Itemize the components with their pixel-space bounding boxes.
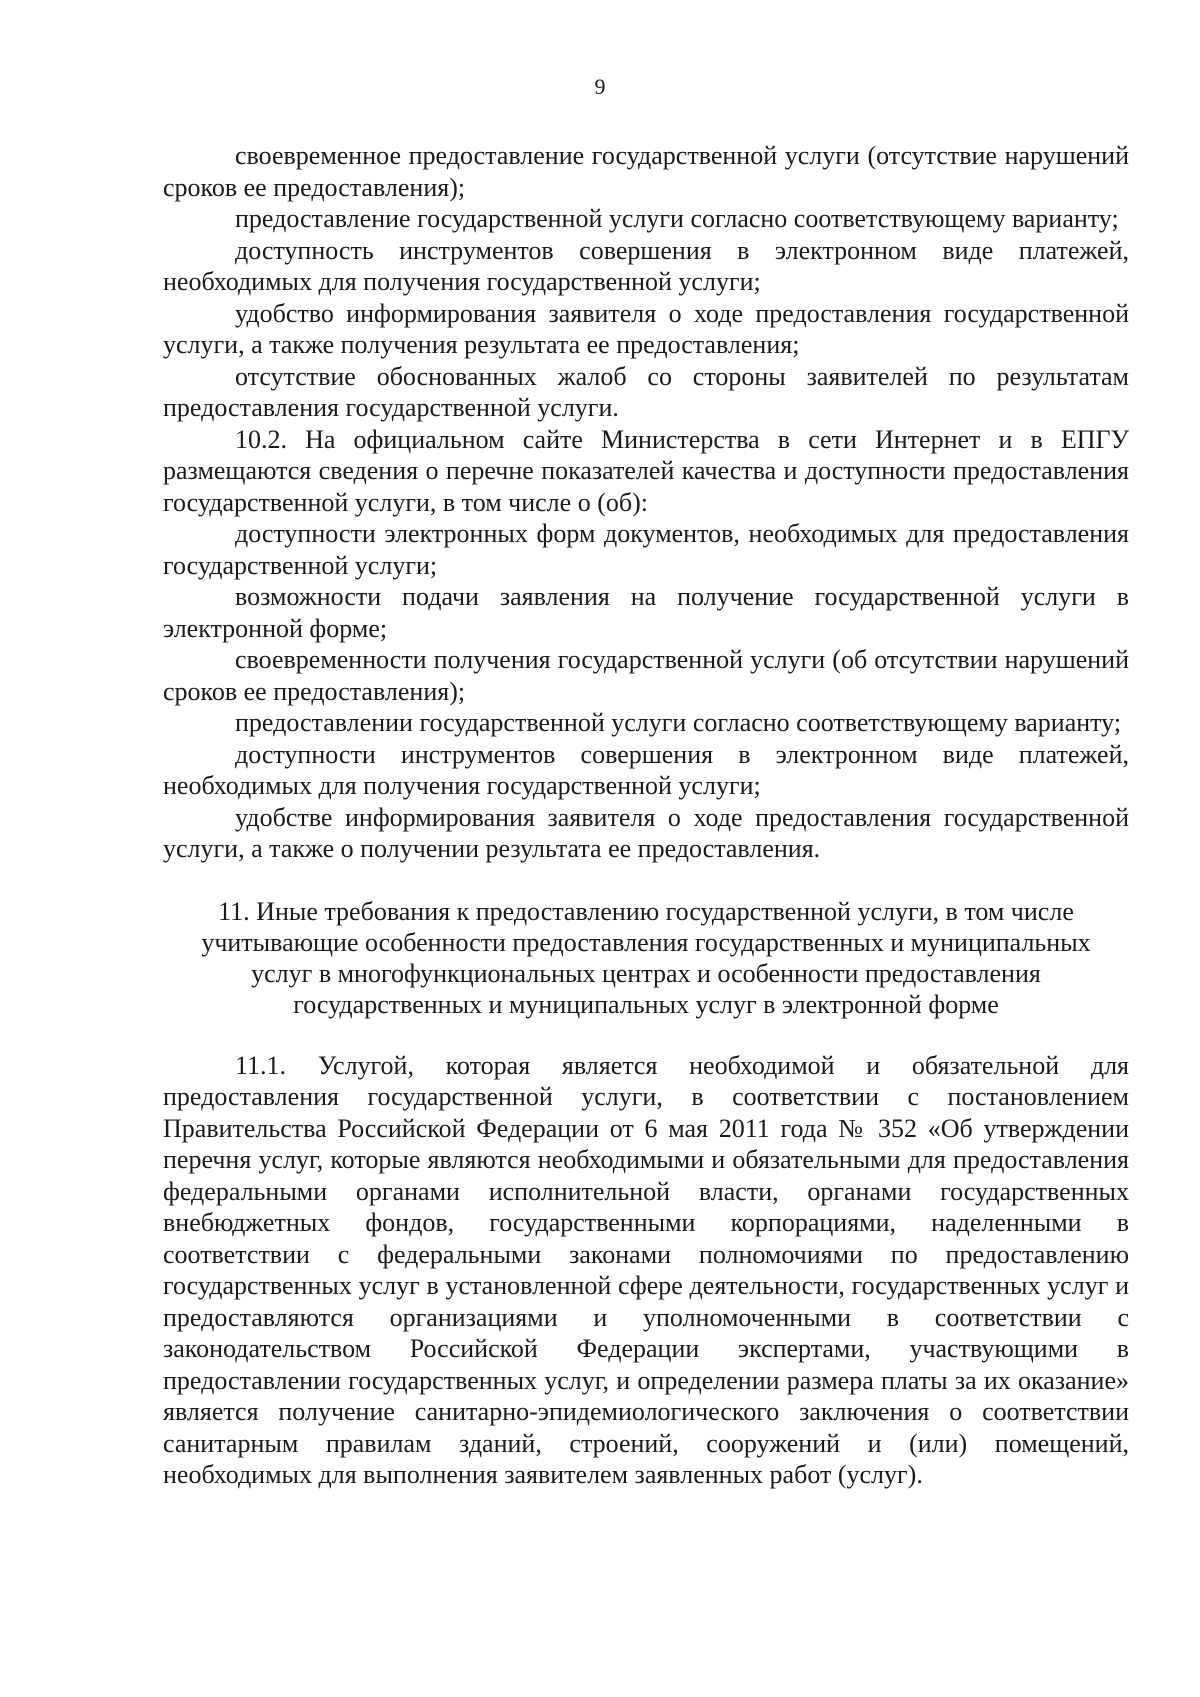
paragraph: предоставлении государственной услуги согласно соответствующему варианту; — [235, 708, 1122, 737]
section-heading-line: 11. Иные требования к предоставлению государственной услуги, в том числе — [218, 896, 1074, 926]
paragraph: доступности электронных форм документов, необходимых для предоставления государственной услуги; — [163, 519, 1129, 580]
paragraph: доступность инструментов совершения в электронном виде платежей, необходимых для получения государственной услуги; — [163, 235, 1129, 296]
paragraph: удобстве информирования заявителя о ходе предоставления государственной услуги, а также о получении результата ее предоставления. — [163, 802, 1129, 863]
paragraph: 11.1. Услугой, которая является необходимой и обязательной для предоставления государственной услуги, в соответствии с постановлением Правительства Российской Федерации от 6 мая 2011 года № 352 «Об утверждении перечня услуг, которые являются необходимыми и обязательными для предоставления федеральными органами исполнительной власти, органами государственных внебюджетных фондов, государственными корпорациями, наделенными в соответствии с федеральными законами полномочиями по предоставлению государственных услуг в установленной сфере деятельности, государственных услуг и предоставляются организациями и уполномоченными в соответствии с законодательством Российской Федерации экспертами, участвующими в предоставлении государственных услуг, и определении размера платы за их оказание» является получение санитарно-эпидемиологического заключения о соответствии санитарным правилам зданий, строений, сооружений и (или) помещений, необходимых для выполнения заявителем заявленных работ (услуг). — [163, 1050, 1129, 1489]
section-heading-line: государственных и муниципальных услуг в электронной форме — [293, 989, 999, 1019]
paragraph: удобство информирования заявителя о ходе предоставления государственной услуги, а также получения результата ее предоставления; — [163, 298, 1129, 359]
page-number: 9 — [594, 74, 606, 99]
paragraph: предоставление государственной услуги согласно соответствующему варианту; — [235, 204, 1119, 233]
paragraph: своевременное предоставление государственной услуги (отсутствие нарушений сроков ее предоставления); — [163, 141, 1129, 202]
paragraph: отсутствие обоснованных жалоб со стороны заявителей по результатам предоставления государственной услуги. — [163, 361, 1129, 422]
paragraph: возможности подачи заявления на получение государственной услуги в электронной форме; — [163, 582, 1129, 643]
section-heading — [163, 896, 1129, 1020]
paragraph: своевременности получения государственной услуги (об отсутствии нарушений сроков ее предоставления); — [163, 645, 1129, 706]
section-heading-line: учитывающие особенности предоставления государственных и муниципальных — [201, 927, 1091, 957]
section-heading-line: услуг в многофункциональных центрах и особенности предоставления — [251, 958, 1041, 988]
document-body — [163, 140, 1129, 1491]
paragraph: 10.2. На официальном сайте Министерства в сети Интернет и в ЕПГУ размещаются сведения о перечне показателей качества и доступности предоставления государственной услуги, в том числе о (об): — [163, 424, 1129, 517]
paragraph: доступности инструментов совершения в электронном виде платежей, необходимых для получения государственной услуги; — [163, 739, 1129, 800]
